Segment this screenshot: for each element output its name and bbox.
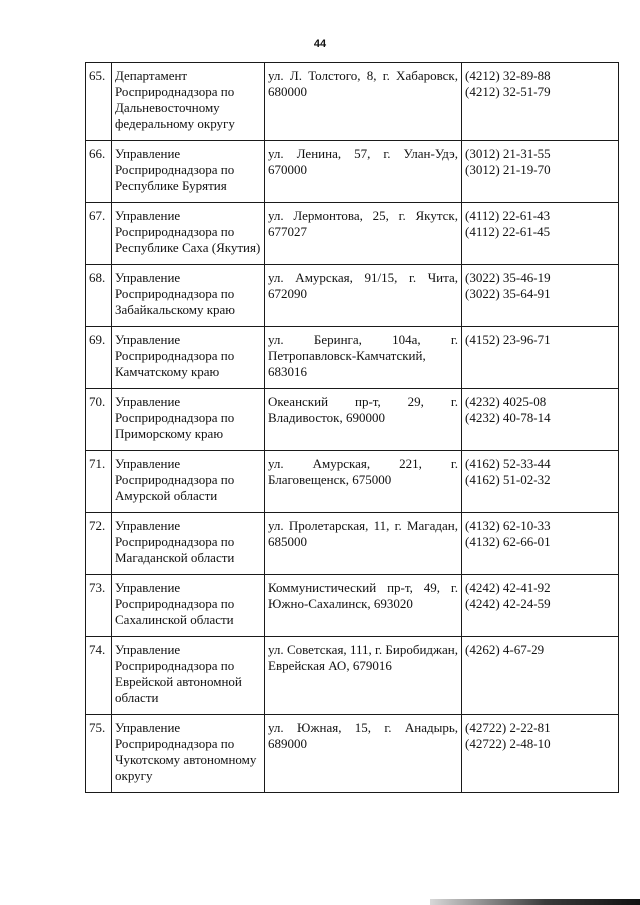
- office-phones: [462, 63, 619, 141]
- phone-number: (3012) 21-19-70: [465, 162, 551, 177]
- phone-number: (4112) 22-61-43: [465, 208, 551, 223]
- office-name: Управление Росприроднадзора по Республике Бурятия: [112, 141, 265, 203]
- office-address: ул. Амурская, 91/15, г. Чита, 672090: [265, 265, 462, 327]
- table-row: [86, 265, 619, 327]
- office-phones: [462, 637, 619, 715]
- office-phones: [462, 715, 619, 793]
- phone-number: (3022) 35-64-91: [465, 286, 551, 301]
- row-number: 66.: [86, 141, 112, 203]
- office-phones: [462, 389, 619, 451]
- office-address: ул. Л. Толстого, 8, г. Хабаровск, 680000: [265, 63, 462, 141]
- table-row: [86, 451, 619, 513]
- row-number: 72.: [86, 513, 112, 575]
- office-name: Управление Росприроднадзора по Забайкальскому краю: [112, 265, 265, 327]
- office-name: Управление Росприроднадзора по Чукотскому автономному округу: [112, 715, 265, 793]
- office-address: Коммунистический пр-т, 49, г. Южно-Сахалинск, 693020: [265, 575, 462, 637]
- row-number: 75.: [86, 715, 112, 793]
- row-number: 65.: [86, 63, 112, 141]
- office-phones: [462, 575, 619, 637]
- office-address: ул. Лермонтова, 25, г. Якутск, 677027: [265, 203, 462, 265]
- phone-number: (4162) 52-33-44: [465, 456, 551, 471]
- office-name: Департамент Росприроднадзора по Дальневосточному федеральному округу: [112, 63, 265, 141]
- table-row: [86, 637, 619, 715]
- table-row: [86, 513, 619, 575]
- office-phones: [462, 327, 619, 389]
- phone-number: (3022) 35-46-19: [465, 270, 551, 285]
- office-phones: [462, 513, 619, 575]
- office-phones: [462, 203, 619, 265]
- phone-number: (4112) 22-61-45: [465, 224, 551, 239]
- table-row: [86, 715, 619, 793]
- row-number: 69.: [86, 327, 112, 389]
- table-row: [86, 63, 619, 141]
- row-number: 73.: [86, 575, 112, 637]
- scan-edge-mark: [430, 899, 640, 905]
- phone-number: (3012) 21-31-55: [465, 146, 551, 161]
- phone-number: (4232) 40-78-14: [465, 410, 551, 425]
- phone-number: (4242) 42-24-59: [465, 596, 551, 611]
- table-row: [86, 141, 619, 203]
- office-phones: [462, 141, 619, 203]
- office-name: Управление Росприроднадзора по Сахалинской области: [112, 575, 265, 637]
- office-address: ул. Южная, 15, г. Анадырь, 689000: [265, 715, 462, 793]
- phone-number: (4212) 32-51-79: [465, 84, 551, 99]
- phone-number: (4132) 62-10-33: [465, 518, 551, 533]
- phone-number: (4242) 42-41-92: [465, 580, 551, 595]
- table-row: [86, 327, 619, 389]
- row-number: 74.: [86, 637, 112, 715]
- row-number: 71.: [86, 451, 112, 513]
- office-address: ул. Амурская, 221, г. Благовещенск, 675000: [265, 451, 462, 513]
- table-row: [86, 389, 619, 451]
- phone-number: (42722) 2-48-10: [465, 736, 551, 751]
- phone-number: (4232) 4025-08: [465, 394, 547, 409]
- phone-number: (4262) 4-67-29: [465, 642, 545, 657]
- office-address: ул. Пролетарская, 11, г. Магадан, 685000: [265, 513, 462, 575]
- table-row: [86, 575, 619, 637]
- office-address: ул. Советская, 111, г. Биробиджан, Еврейская АО, 679016: [265, 637, 462, 715]
- office-address: ул. Ленина, 57, г. Улан-Удэ, 670000: [265, 141, 462, 203]
- table-row: [86, 203, 619, 265]
- office-name: Управление Росприроднадзора по Приморскому краю: [112, 389, 265, 451]
- phone-number: (4162) 51-02-32: [465, 472, 551, 487]
- phone-number: (4152) 23-96-71: [465, 332, 551, 347]
- office-address: ул. Беринга, 104а, г. Петропавловск-Камчатский, 683016: [265, 327, 462, 389]
- phone-number: (42722) 2-22-81: [465, 720, 551, 735]
- office-phones: [462, 265, 619, 327]
- offices-table-body: [86, 63, 619, 793]
- row-number: 68.: [86, 265, 112, 327]
- phone-number: (4212) 32-89-88: [465, 68, 551, 83]
- row-number: 67.: [86, 203, 112, 265]
- office-name: Управление Росприроднадзора по Республике Саха (Якутия): [112, 203, 265, 265]
- office-name: Управление Росприроднадзора по Амурской области: [112, 451, 265, 513]
- office-phones: [462, 451, 619, 513]
- office-name: Управление Росприроднадзора по Еврейской автономной области: [112, 637, 265, 715]
- office-name: Управление Росприроднадзора по Магаданской области: [112, 513, 265, 575]
- office-name: Управление Росприроднадзора по Камчатскому краю: [112, 327, 265, 389]
- office-address: Океанский пр-т, 29, г. Владивосток, 690000: [265, 389, 462, 451]
- page-number: 44: [313, 38, 327, 50]
- row-number: 70.: [86, 389, 112, 451]
- offices-table: [85, 62, 619, 793]
- phone-number: (4132) 62-66-01: [465, 534, 551, 549]
